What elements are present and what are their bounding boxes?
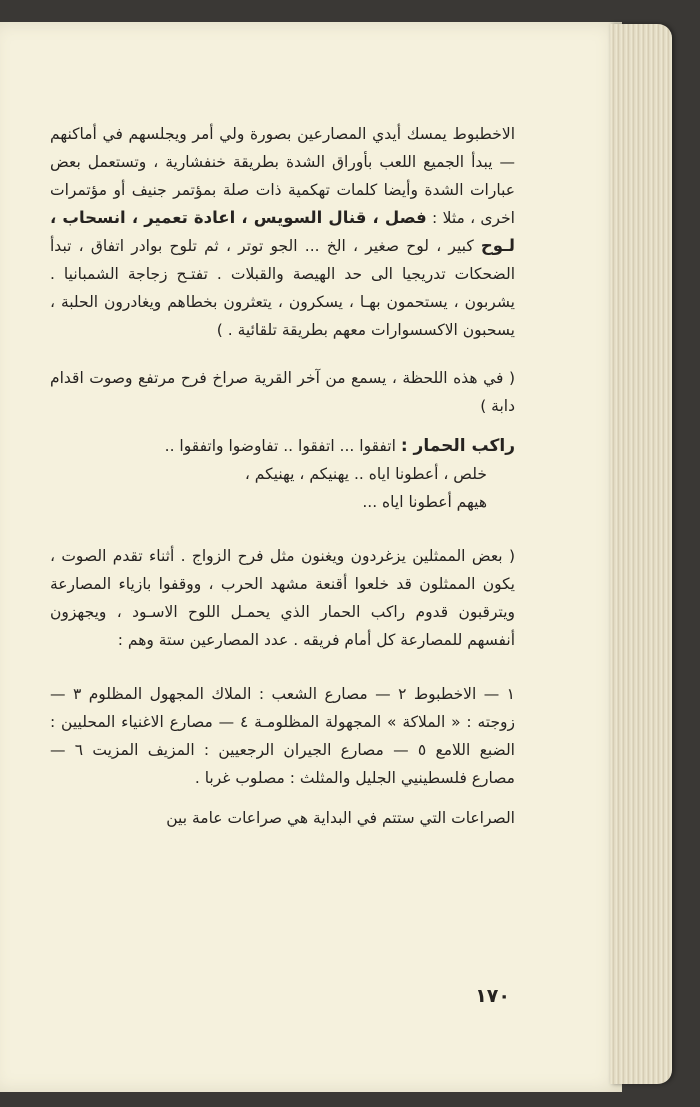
speech-line-3: هيهم أعطونا اياه ... [362,493,487,511]
wrestlers-list: ١ — الاخطبوط ٢ — مصارع الشعب : الملاك المجهول المظلوم ٣ — زوجته : « الملاكة » المجهولة المظلومـة ٤ — مصارع الاغنياء المحليين : الضبع اللامع ٥ — مصارع الجيران الرجعيين : المزيف المزيت ٦ — مصارع فلسطينيي الجليل والمثلث : مصلوب غربا . [50,685,515,787]
page-text [50,120,515,832]
stage-direction-1-continued: كبير ، لوح صغير ، الخ ... الجو توتر ، ثم تلوح بوادر اتفاق ، تبدأ الضحكات تدريجيا الى حد الهيصة والقبلات . تفتـح زجاجة الشمبانيا . يشربون ، يستحمون بهـا ، يسكرون ، يتعثرون بخطاهم ويغادرون الحلبة ، يسحبون الاكسسوارات معهم بطريقة تلقائية . ) [50,237,515,339]
speech-line-2: خلص ، أعطونا اياه .. يهنيكم ، يهنيكم ، [244,465,487,483]
stage-direction-2: ( في هذه اللحظة ، يسمع من آخر القرية صراخ فرح مرتفع وصوت اقدام دابة ) [50,369,515,415]
page-number: ١٧٠ [475,985,510,1007]
stage-direction-1-text: الاخطبوط يمسك أيدي المصارعين بصورة ولي أمر ويجلسهم في أماكنهم — يبدأ الجميع اللعب بأوراق الشدة بطريقة خنفشارية ، وتستعمل بعض عبارات الشدة وأيضا كلمات تهكمية ذات صلة بمؤتمر جنيف أو مؤتمرات اخرى ، مثلا : [50,125,515,227]
speech-line-1: اتفقوا ... اتفقوا .. تفاوضوا واتفقوا .. [164,437,396,455]
page-edges [610,24,672,1084]
bold-phrase: فصل ، قنال السويس ، اعادة تعمير ، انسحاب ، لـوح [50,208,515,255]
speaker-label: راكب الحمار : [400,436,515,456]
stage-direction-3: ( بعض الممثلين يزغردون ويغنون مثل فرح الزواج . أثناء تقدم الصوت ، يكون الممثلون قد خلعوا أقنعة مشهد الحرب ، ووقفوا بازياء المصارعة ويترقبون قدوم راكب الحمار الذي يحمـل اللوح الاسـود ، ويجهزون أنفسهم للمصارعة كل أمام فريقه . عدد المصارعين ستة وهم : [50,547,515,649]
dialogue [50,432,515,516]
closing-line: الصراعات التي ستتم في البداية هي صراعات عامة بين [166,809,515,827]
stage-direction-1 [50,120,515,344]
